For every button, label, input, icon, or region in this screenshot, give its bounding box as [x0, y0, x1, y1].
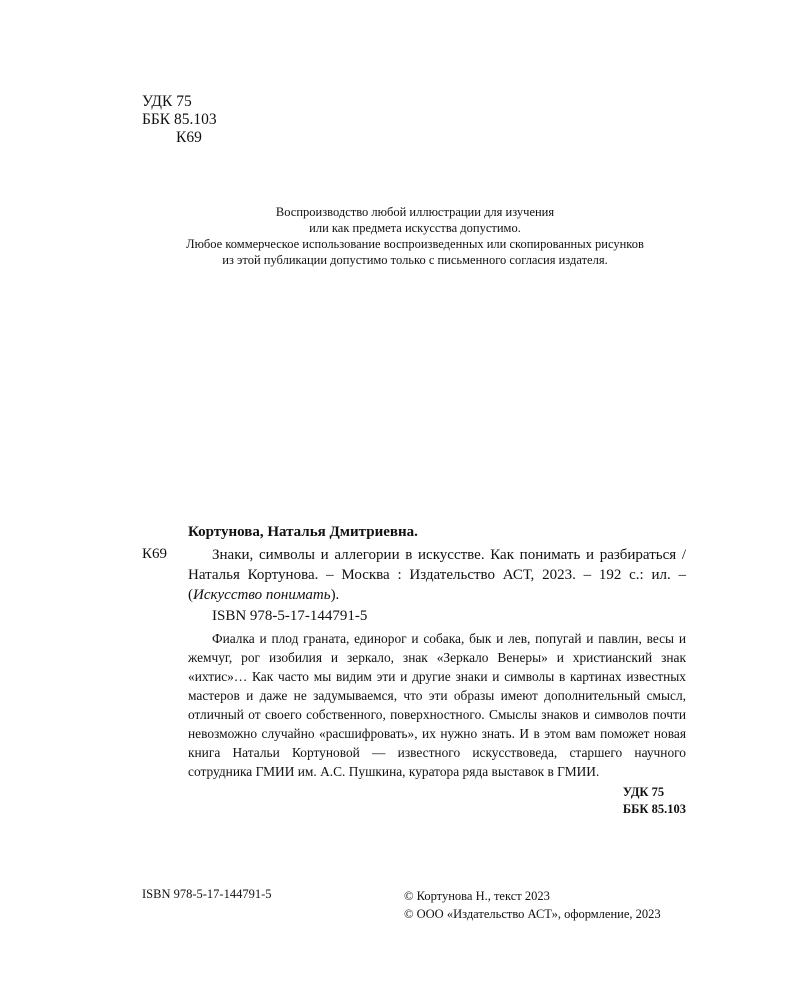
author-mark: К69	[176, 129, 202, 146]
bibliographic-text: Знаки, символы и аллегории в искусстве. Как понимать и разбираться / Наталья Кортунова. – Москва : Издательство АСТ, 2023. – 192 с.: ил. – (	[188, 547, 686, 603]
catalog-author-mark: К69	[142, 546, 168, 562]
copyright-block	[404, 887, 661, 923]
classification-codes-top	[142, 93, 217, 147]
bbk-code: ББК 85.103	[622, 802, 686, 816]
bibliographic-description	[188, 545, 686, 605]
udk-code: УДК 75	[622, 785, 665, 799]
notice-line: или как предмета искусства допустимо.	[309, 221, 521, 235]
series-title: Искусство понимать	[193, 587, 331, 603]
notice-line: из этой публикации допустимо только с письменного согласия издателя.	[222, 253, 608, 267]
bbk-code: ББК 85.103	[142, 111, 217, 128]
copyright-text: © Кортунова Н., текст 2023	[404, 889, 550, 903]
series-close: ).	[330, 587, 340, 603]
classification-codes-card	[623, 784, 686, 818]
reproduction-notice	[120, 204, 710, 268]
annotation: Фиалка и плод граната, единорог и собака, бык и лев, попугай и павлин, весы и жемчуг, рог изобилия и зеркало, знак «Зеркало Венеры» и христианский знак «ихтис»… Как часто мы видим эти и другие знаки и символы в картинах известных мастеров и даже не задумываемся, что эти образы имеют дополнительный смысл, отличный от своего собственного, поверхностного. Смыслы знаков и символов почти невозможно случайно «расшифровать», их нужно знать. И в этом вам поможет новая книга Натальи Кортуновой — известного искусствоведа, старшего научного сотрудника ГМИИ им. А.С. Пушкина, куратора ряда выставок в ГМИИ.	[188, 631, 686, 779]
author-heading: Кортунова, Наталья Дмитриевна.	[188, 524, 418, 540]
isbn-number: ISBN 978-5-17-144791-5	[212, 608, 368, 624]
notice-line: Любое коммерческое использование воспроизведенных или скопированных рисунков	[186, 237, 644, 251]
footer-isbn: ISBN 978-5-17-144791-5	[142, 887, 272, 901]
notice-line: Воспроизводство любой иллюстрации для изучения	[275, 205, 555, 219]
udk-code: УДК 75	[142, 93, 192, 110]
copyright-design: © ООО «Издательство АСТ», оформление, 2023	[404, 907, 661, 921]
